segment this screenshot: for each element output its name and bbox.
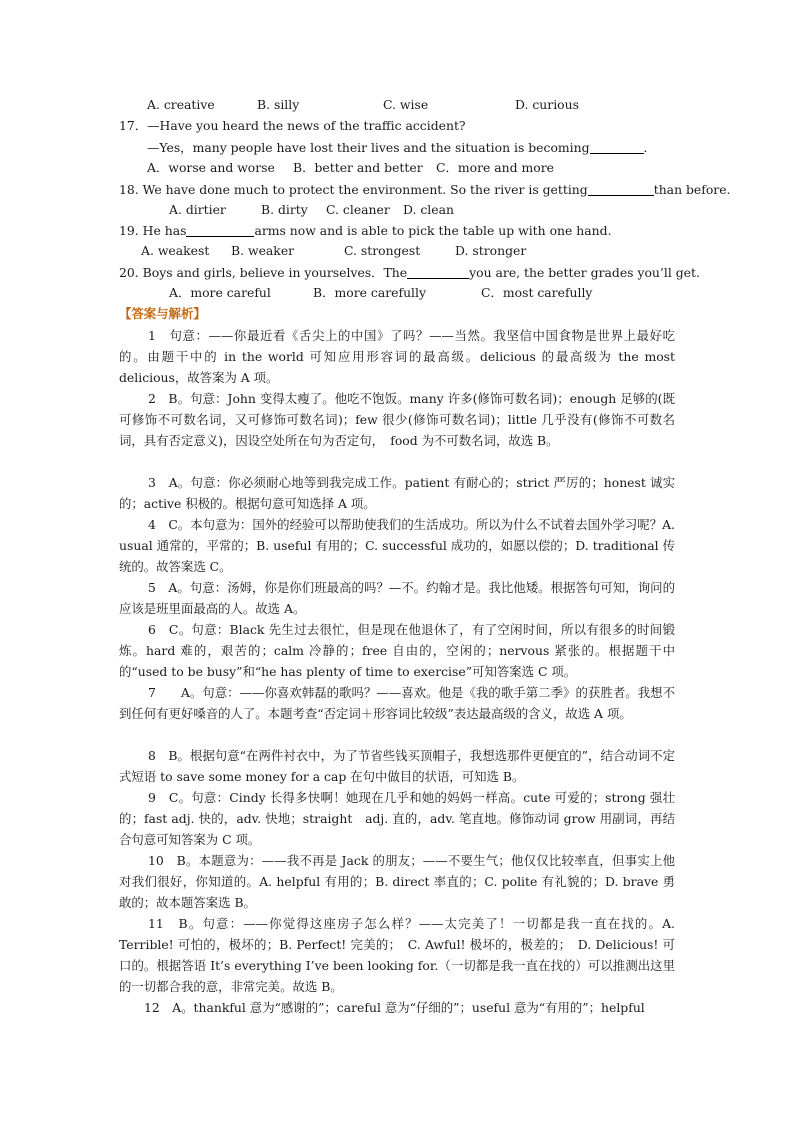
q18-option-d: D. clean [403, 202, 454, 217]
explanation-2: 2 B。句意：John 变得太瘦了。他吃不饱饭。many 许多(修饰可数名词)；enough 足够的(既可修饰不可数名词，又可修饰可数名词)；few 很少(修饰可数名词)；little 几乎没有(修饰不可数名词，具有否定意义)，因设空处所在句为否定句， food 为不可数名词，故选 B。 [119, 391, 675, 448]
q19-option-d: D. stronger [455, 243, 527, 258]
explanation-8: 8 B。根据句意“在两件衬衣中，为了节省些钱买顶帽子，我想选那件更便宜的”，结合动词不定式短语 to save some money for a cap 在句中做目的状语，可知选 B。 [119, 748, 675, 784]
q17-option-c: C．more and more [436, 160, 554, 175]
answer-blank [407, 266, 469, 279]
q17-reply [147, 141, 656, 154]
q19-option-c: C. strongest [344, 243, 421, 258]
explanation-1: 1 句意：——你最近看《舌尖上的中国》了吗？——当然。我坚信中国食物是世界上最好吃的。由题干中的 in the world 可知应用形容词的最高级。delicious 的最高级为 the most delicious，故答案为 A 项。 [119, 328, 675, 385]
q19-stem-text: 19. He has [119, 223, 187, 238]
answer-blank [588, 183, 654, 196]
explanation-12: 12 A。thankful 意为“感谢的”；careful 意为“仔细的”；useful 意为“有用的”；helpful [144, 1000, 645, 1015]
q16-option-d: D. curious [515, 97, 579, 112]
q18-option-a: A. dirtier [169, 202, 226, 217]
q20-stem [119, 266, 700, 279]
q17-option-a: A．worse and worse [147, 160, 275, 175]
explanation-4: 4 C。本句意为：国外的经验可以帮助使我们的生活成功。所以为什么不试着去国外学习呢？A. usual 通常的，平常的；B. useful 有用的；C. successful 成功的，如愿以偿的；D. traditional 传统的。故答案选 C。 [119, 517, 675, 574]
answers-heading: 【答案与解析】 [119, 306, 206, 321]
q19-stem-end: arms now and is able to pick the table up with one hand. [254, 223, 612, 238]
explanation-11: 11 B。句意：——你觉得这座房子怎么样？——太完美了！一切都是我一直在找的。A. Terrible! 可怕的，极坏的；B. Perfect! 完美的； C. Awful! 极坏的，极差的； D. Delicious! 可口的。根据答语 It’s everything I’ve been looking for.（一切都是我一直在找的）可以推测出这里的一切都合我的意，非常完美。故选 B。 [119, 916, 675, 994]
explanation-3: 3 A。句意：你必须耐心地等到我完成工作。patient 有耐心的；strict 严厉的；honest 诚实的；active 积极的。根据句意可知选择 A 项。 [119, 475, 675, 511]
q18-stem [119, 183, 731, 196]
q20-stem-text: 20. Boys and girls, believe in yourselves．The [119, 265, 408, 280]
q18-stem-end: than before. [653, 182, 731, 197]
q18-option-c: C. cleaner [326, 202, 390, 217]
q17-reply-text: —Yes，many people have lost their lives and the situation is becoming [147, 140, 590, 155]
explanation-7: 7 A。句意：——你喜欢韩磊的歌吗？——喜欢。他是《我的歌手第二季》的获胜者。我想不到任何有更好嗓音的人了。本题考查“否定词＋形容词比较级”表达最高级的含义，故选 A 项。 [119, 685, 675, 721]
q20-option-b: B．more carefully [313, 285, 426, 300]
explanation-5: 5 A。句意：汤姆，你是你们班最高的吗？—不。约翰才是。我比他矮。根据答句可知，询问的应该是班里面最高的人。故选 A。 [119, 580, 675, 616]
explanation-6: 6 C。句意：Black 先生过去很忙，但是现在他退休了，有了空闲时间，所以有很多的时间锻炼。hard 难的，艰苦的；calm 冷静的；free 自由的，空闲的；nervous 紧张的。根据题干中的“used to be busy”和“he has plenty of time to exercise”可知答案选 C 项。 [119, 622, 675, 679]
q16-option-b: B. silly [257, 97, 300, 112]
q20-stem-end: you are, the better grades you’ll get. [469, 265, 700, 280]
q18-stem-text: 18. We have done much to protect the environment. So the river is getting [119, 182, 588, 197]
explanation-10: 10 B。本题意为：——我不再是 Jack 的朋友；——不要生气；他仅仅比较率直，但事实上他对我们很好，你知道的。A. helpful 有用的；B. direct 率直的；C. polite 有礼貌的；D. brave 勇敢的；故本题答案选 B。 [119, 853, 675, 910]
q19-option-a: A. weakest [141, 243, 210, 258]
q17-option-b: B．better and better [293, 160, 423, 175]
q16-option-a: A. creative [147, 97, 215, 112]
explanation-9: 9 C。句意：Cindy 长得多快啊！她现在几乎和她的妈妈一样高。cute 可爱的；strong 强壮的；fast adj. 快的，adv. 快地；straight adj. 直的，adv. 笔直地。修饰动词 grow 用副词，再结合句意可知答案为 C 项。 [119, 790, 675, 847]
answer-blank [590, 141, 644, 154]
q17-reply-end: ． [643, 140, 656, 155]
q19-stem [119, 224, 612, 237]
answer-blank [186, 224, 254, 237]
q17-stem: 17．—Have you heard the news of the traffic accident? [119, 118, 466, 133]
q18-option-b: B. dirty [261, 202, 308, 217]
q16-option-c: C. wise [383, 97, 429, 112]
q20-option-c: C．most carefully [481, 285, 593, 300]
q20-option-a: A．more careful [169, 285, 271, 300]
q19-option-b: B. weaker [231, 243, 295, 258]
